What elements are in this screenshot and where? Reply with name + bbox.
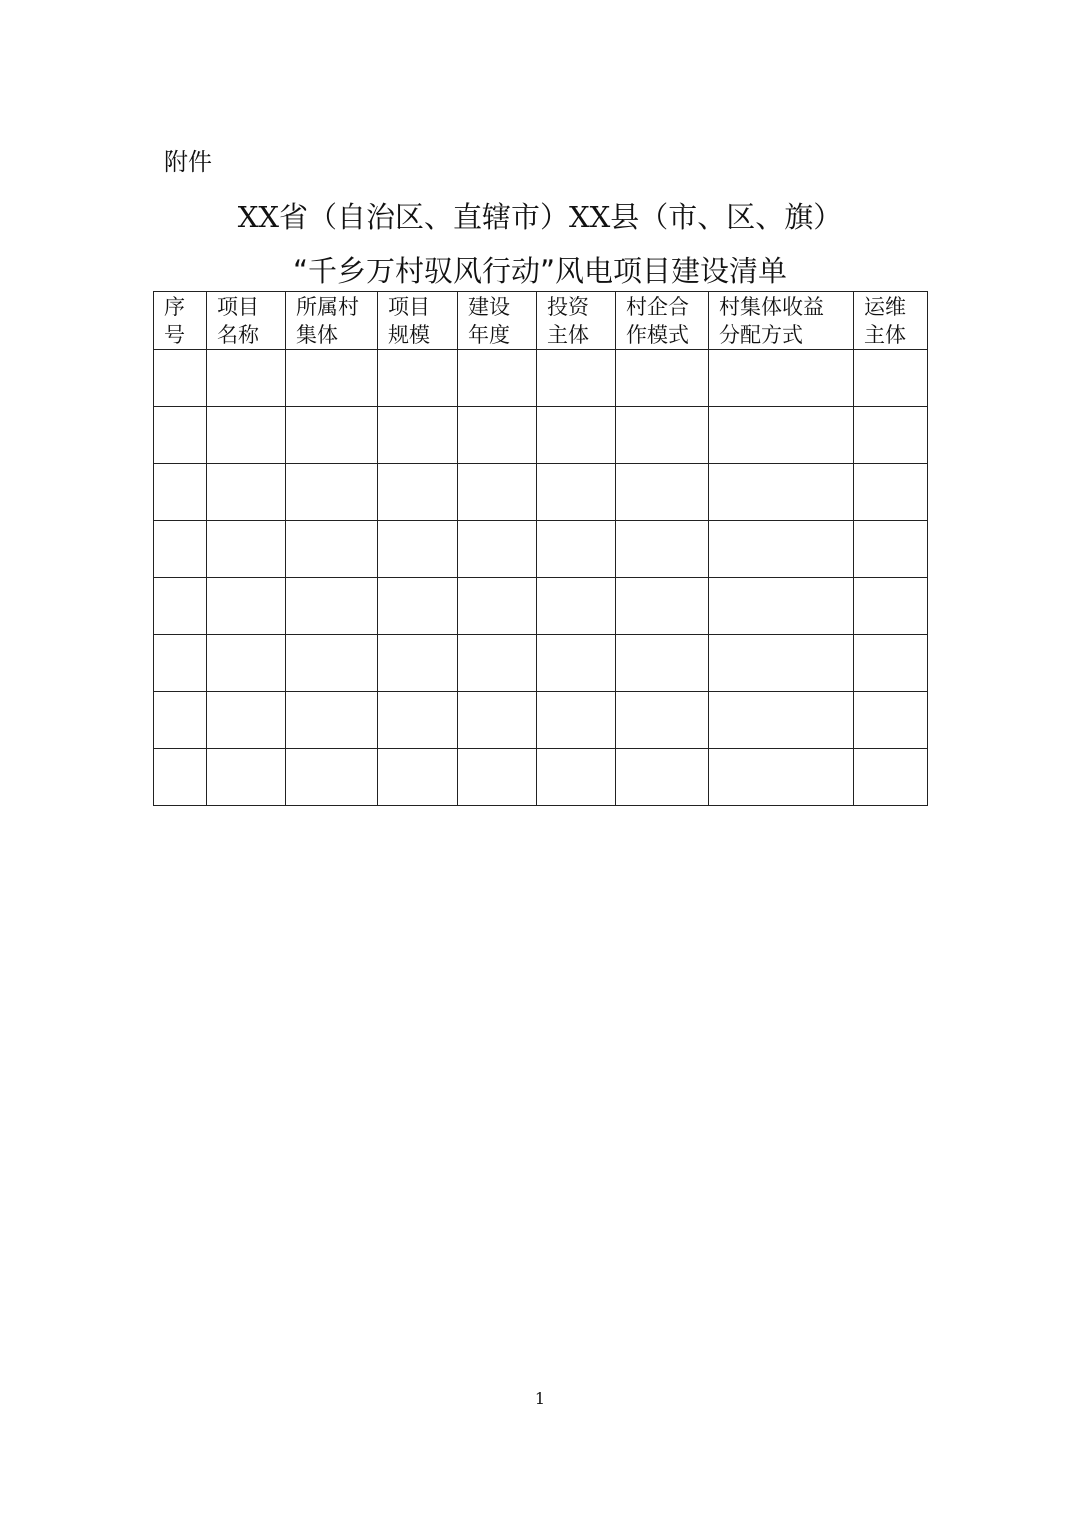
table-cell — [709, 464, 854, 521]
table-cell — [154, 692, 207, 749]
table-cell — [207, 635, 286, 692]
table-cell — [854, 350, 928, 407]
table-cell — [207, 749, 286, 806]
table-cell — [616, 635, 709, 692]
table-cell — [378, 578, 458, 635]
table-cell — [378, 407, 458, 464]
table-cell — [378, 350, 458, 407]
header-line: 作模式 — [626, 323, 689, 347]
header-line: 号 — [164, 323, 185, 347]
table-cell — [378, 749, 458, 806]
column-header-serial-number — [154, 292, 207, 350]
header-line: 村企合 — [626, 295, 689, 319]
table-cell — [458, 521, 537, 578]
table-cell — [854, 407, 928, 464]
table-row — [154, 407, 928, 464]
header-line: 年度 — [468, 323, 510, 347]
table-cell — [286, 521, 378, 578]
table-cell — [286, 692, 378, 749]
table-cell — [537, 521, 616, 578]
table-cell — [616, 749, 709, 806]
header-line: 规模 — [388, 323, 430, 347]
table-cell — [207, 350, 286, 407]
table-cell — [207, 521, 286, 578]
table-cell — [378, 692, 458, 749]
table-cell — [616, 350, 709, 407]
table-cell — [616, 521, 709, 578]
table-cell — [709, 692, 854, 749]
table-cell — [207, 407, 286, 464]
table-cell — [378, 635, 458, 692]
table-cell — [458, 578, 537, 635]
header-line: 主体 — [547, 323, 589, 347]
table-cell — [154, 749, 207, 806]
column-header-revenue-distribution — [709, 292, 854, 350]
table-row — [154, 749, 928, 806]
table-cell — [286, 635, 378, 692]
table-cell — [154, 350, 207, 407]
table-cell — [458, 464, 537, 521]
table-cell — [286, 578, 378, 635]
table-cell — [709, 749, 854, 806]
column-header-project-scale — [378, 292, 458, 350]
table-cell — [854, 749, 928, 806]
header-line: 项目 — [217, 295, 259, 319]
table-row — [154, 692, 928, 749]
table-cell — [616, 578, 709, 635]
table-row — [154, 521, 928, 578]
table-cell — [616, 407, 709, 464]
header-line: 分配方式 — [719, 323, 803, 347]
header-line: 主体 — [864, 323, 906, 347]
table-cell — [616, 692, 709, 749]
table-cell — [709, 407, 854, 464]
table-row — [154, 635, 928, 692]
table-cell — [458, 749, 537, 806]
table-cell — [709, 521, 854, 578]
column-header-cooperation-mode — [616, 292, 709, 350]
table-cell — [154, 521, 207, 578]
table-cell — [709, 635, 854, 692]
table-cell — [154, 635, 207, 692]
table-cell — [537, 464, 616, 521]
table-cell — [537, 749, 616, 806]
table-cell — [709, 350, 854, 407]
header-line: 名称 — [217, 323, 259, 347]
table-cell — [378, 521, 458, 578]
table-cell — [854, 635, 928, 692]
table-row — [154, 464, 928, 521]
table-cell — [709, 578, 854, 635]
header-line: 建设 — [468, 295, 510, 319]
table-cell — [854, 692, 928, 749]
page-number: 1 — [534, 1389, 546, 1408]
table-body — [154, 350, 928, 806]
table-cell — [458, 407, 537, 464]
table-cell — [286, 350, 378, 407]
column-header-operator — [854, 292, 928, 350]
table-cell — [378, 464, 458, 521]
table-cell — [458, 350, 537, 407]
project-list-table — [153, 291, 928, 806]
header-line: 所属村 — [296, 295, 359, 319]
header-line: 序 — [164, 295, 185, 319]
table-cell — [854, 521, 928, 578]
table-cell — [154, 464, 207, 521]
table-cell — [154, 578, 207, 635]
table-header-row — [154, 292, 928, 350]
table-cell — [154, 407, 207, 464]
column-header-investor — [537, 292, 616, 350]
table-cell — [207, 578, 286, 635]
column-header-project-name — [207, 292, 286, 350]
table-cell — [854, 578, 928, 635]
attachment-label: 附件 — [164, 148, 212, 176]
table-cell — [286, 749, 378, 806]
table-cell — [207, 692, 286, 749]
table-cell — [537, 635, 616, 692]
table-cell — [616, 464, 709, 521]
document-title-region: XX省（自治区、直辖市）XX县（市、区、旗） — [237, 200, 843, 234]
table-cell — [537, 578, 616, 635]
header-line: 村集体收益 — [719, 295, 824, 319]
table-cell — [537, 692, 616, 749]
header-line: 集体 — [296, 323, 338, 347]
document-title-list: “千乡万村驭风行动”风电项目建设清单 — [292, 254, 788, 288]
header-line: 运维 — [864, 295, 906, 319]
header-line: 项目 — [388, 295, 430, 319]
table-cell — [854, 464, 928, 521]
table-cell — [458, 635, 537, 692]
table-cell — [286, 407, 378, 464]
table-cell — [537, 407, 616, 464]
table-row — [154, 350, 928, 407]
header-line: 投资 — [547, 295, 589, 319]
table-cell — [207, 464, 286, 521]
table-cell — [537, 350, 616, 407]
column-header-construction-year — [458, 292, 537, 350]
table-cell — [286, 464, 378, 521]
column-header-village-collective — [286, 292, 378, 350]
table-row — [154, 578, 928, 635]
table-cell — [458, 692, 537, 749]
